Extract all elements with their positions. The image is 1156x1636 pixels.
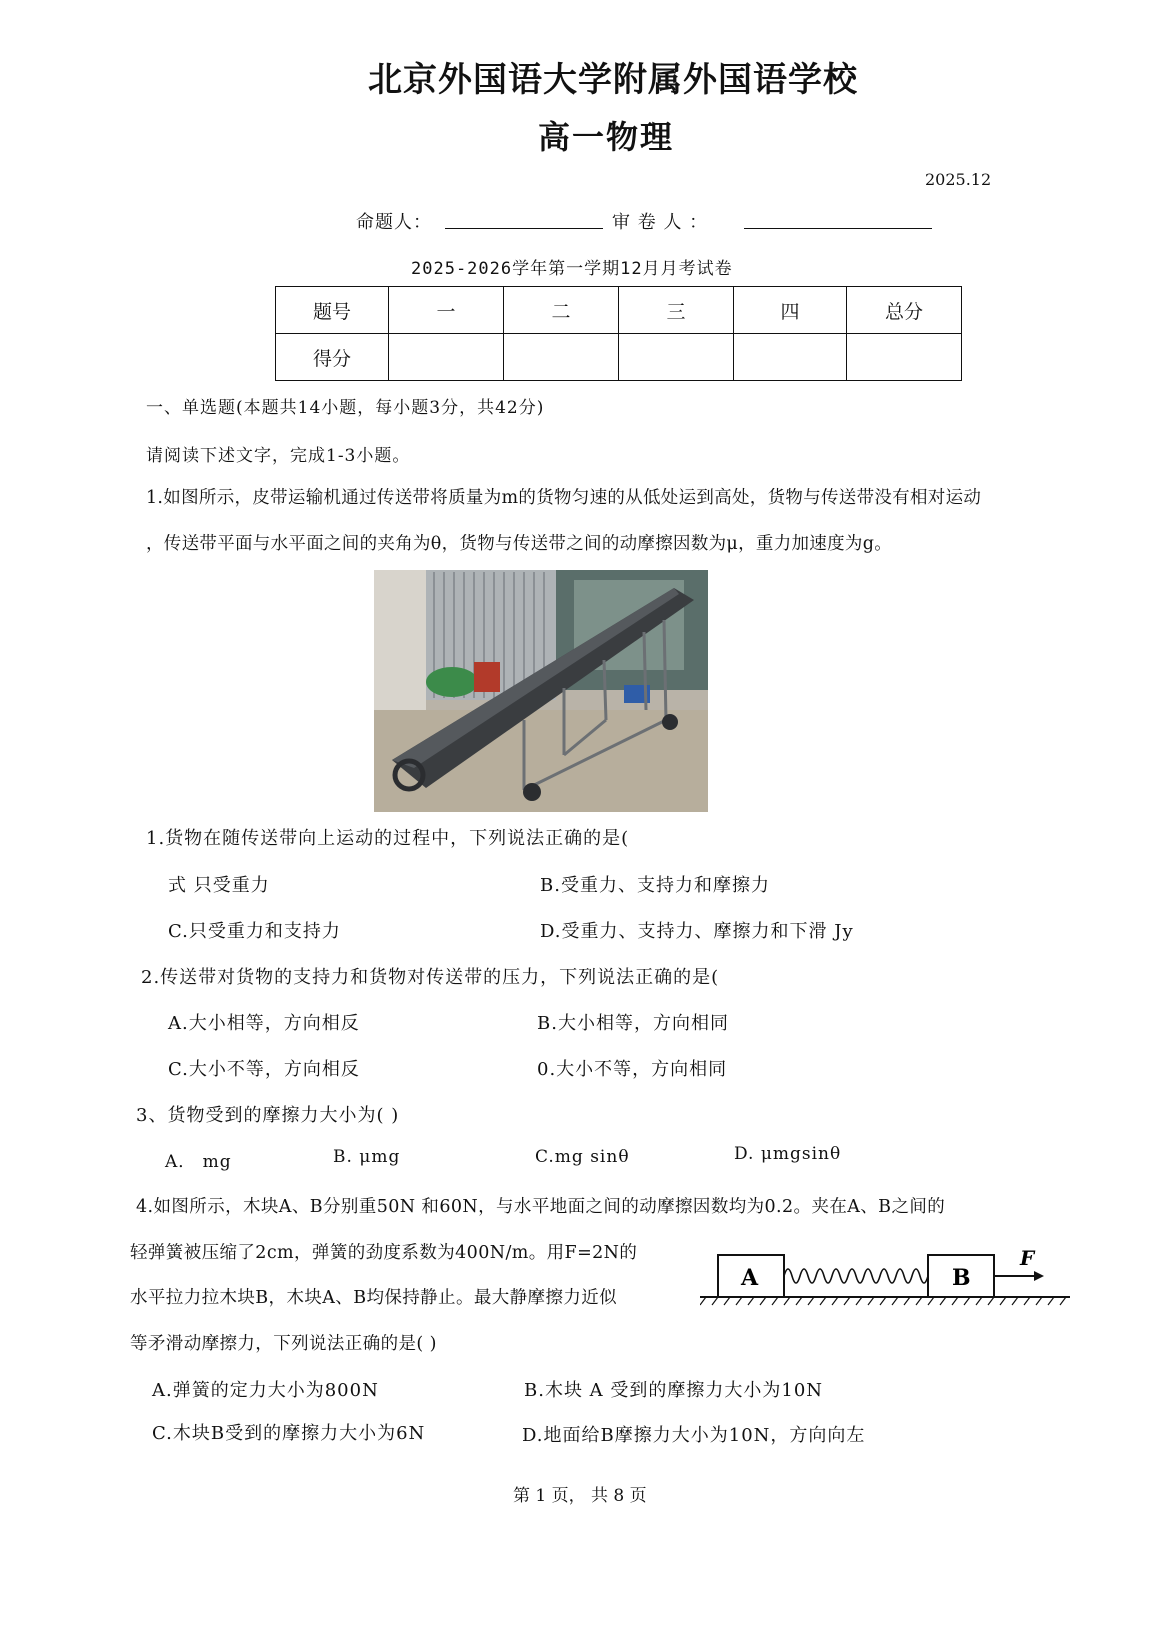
force-label: F bbox=[1020, 1246, 1035, 1270]
q4-line-3: 水平拉力拉木块B，木块A、B均保持静止。最大静摩擦力近似 bbox=[130, 1288, 618, 1308]
table-cell: 三 bbox=[619, 287, 734, 334]
force-arrowhead bbox=[1034, 1271, 1044, 1281]
spring bbox=[784, 1269, 928, 1283]
reviewer-label: 审 卷 人 ： bbox=[612, 212, 709, 233]
q4-line-2: 轻弹簧被压缩了2cm，弹簧的劲度系数为400N/m。用F=2N的 bbox=[130, 1243, 638, 1263]
q3-option-d[interactable]: D. μmgsinθ bbox=[734, 1144, 842, 1164]
table-cell: 总分 bbox=[847, 287, 962, 334]
spring-blocks-diagram bbox=[700, 1245, 1075, 1310]
block-a-label: A bbox=[741, 1265, 759, 1291]
q1-option-c[interactable]: C.只受重力和支持力 bbox=[168, 921, 341, 942]
q4-line-1: 4.如图所示，木块A、B分别重50N 和60N，与水平地面之间的动摩擦因数均为0.2。夹在A、B之间的 bbox=[136, 1197, 946, 1217]
passage-line-1: 1.如图所示，皮带运输机通过传送带将质量为m的货物匀速的从低处运到高处，货物与传送带没有相对运动 bbox=[146, 488, 982, 508]
score-table-score-row bbox=[276, 334, 962, 381]
q3-stem: 3、货物受到的摩擦力大小为( ) bbox=[136, 1105, 400, 1126]
exam-date: 2025.12 bbox=[925, 170, 992, 189]
q1-stem: 1.货物在随传送带向上运动的过程中，下列说法正确的是( bbox=[146, 828, 630, 849]
q4-option-a[interactable]: A.弹簧的定力大小为800N bbox=[152, 1380, 379, 1401]
table-cell: 一 bbox=[389, 287, 504, 334]
q4-line-4: 等矛滑动摩擦力，下列说法正确的是( ) bbox=[130, 1334, 437, 1354]
reviewer-blank bbox=[744, 210, 932, 229]
score-input-cell[interactable] bbox=[504, 334, 619, 381]
q1-option-d[interactable]: D.受重力、支持力、摩擦力和下滑 Jy bbox=[540, 921, 854, 942]
score-table-header-row bbox=[276, 287, 962, 334]
q2-option-d[interactable]: 0.大小不等，方向相同 bbox=[537, 1059, 728, 1080]
exam-title: 2025-2026学年第一学期12月月考试卷 bbox=[411, 259, 733, 279]
table-cell: 题号 bbox=[276, 287, 389, 334]
q4-option-c[interactable]: C.木块B受到的摩擦力大小为6N bbox=[152, 1423, 426, 1444]
score-table bbox=[275, 286, 962, 381]
subject-title: 高一物理 bbox=[538, 118, 675, 156]
section-intro: 请阅读下述文字，完成1-3小题。 bbox=[146, 446, 411, 466]
q3-option-a[interactable]: A． mg bbox=[165, 1152, 232, 1172]
q1-option-a[interactable]: 式 只受重力 bbox=[168, 875, 270, 896]
passage-line-2: ，传送带平面与水平面之间的夹角为θ，货物与传送带之间的动摩擦因数为μ，重力加速度为g。 bbox=[146, 534, 893, 554]
score-input-cell[interactable] bbox=[619, 334, 734, 381]
q3-option-b[interactable]: B. μmg bbox=[333, 1147, 401, 1167]
section-heading: 一、单选题(本题共14小题，每小题3分，共42分) bbox=[146, 398, 545, 418]
q1-option-b[interactable]: B.受重力、支持力和摩擦力 bbox=[540, 875, 770, 896]
q4-option-b[interactable]: B.木块 A 受到的摩擦力大小为10N bbox=[524, 1380, 824, 1401]
table-cell: 二 bbox=[504, 287, 619, 334]
block-b-label: B bbox=[952, 1265, 971, 1291]
q2-stem: 2.传送带对货物的支持力和货物对传送带的压力，下列说法正确的是( bbox=[141, 967, 720, 988]
table-cell: 得分 bbox=[276, 334, 389, 381]
q2-option-c[interactable]: C.大小不等，方向相反 bbox=[168, 1059, 360, 1080]
setter-blank bbox=[445, 210, 603, 229]
q4-option-d[interactable]: D.地面给B摩擦力大小为10N，方向向左 bbox=[522, 1425, 866, 1446]
page-number: 第 1 页， 共 8 页 bbox=[513, 1486, 647, 1506]
score-input-cell[interactable] bbox=[847, 334, 962, 381]
q2-option-b[interactable]: B.大小相等，方向相同 bbox=[537, 1013, 729, 1034]
q2-option-a[interactable]: A.大小相等，方向相反 bbox=[168, 1013, 360, 1034]
score-input-cell[interactable] bbox=[389, 334, 504, 381]
school-title: 北京外国语大学附属外国语学校 bbox=[368, 60, 858, 100]
setter-label: 命题人： bbox=[356, 212, 432, 233]
table-cell: 四 bbox=[734, 287, 847, 334]
score-input-cell[interactable] bbox=[734, 334, 847, 381]
q3-option-c[interactable]: C.mg sinθ bbox=[535, 1147, 630, 1167]
conveyor-belt-photo bbox=[374, 570, 708, 812]
